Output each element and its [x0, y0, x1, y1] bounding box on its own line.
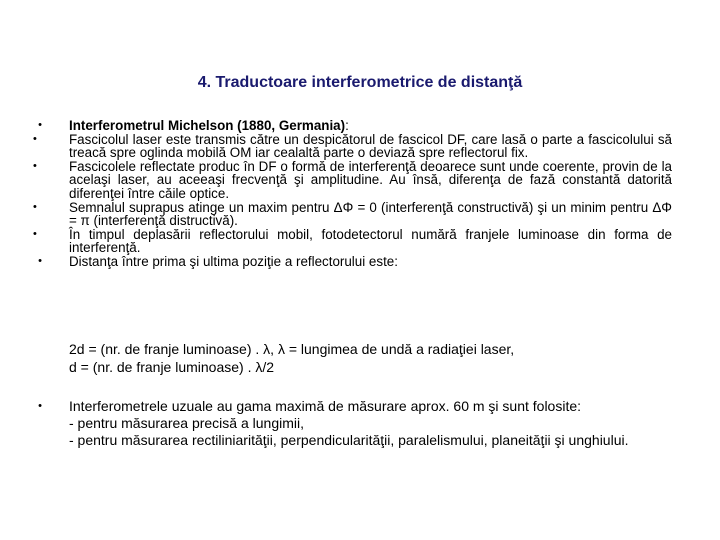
bullet-text: Semnalul suprapus atinge un maxim pentru ΔΦ = 0 (interferenţă constructivă) şi un minim pentru ΔΦ = π (interferenţă distructivă). [69, 199, 672, 229]
bullet-text: Distanţa între prima şi ultima poziţie a reflectorului este: [69, 253, 398, 269]
list-item [33, 131, 672, 161]
bullet-icon: • [33, 159, 37, 172]
usage-line: - pentru măsurarea rectiliniarităţii, perpendicularităţii, paralelismului, planeităţii şi unghiului. [69, 432, 629, 448]
michelson-colon: : [345, 118, 349, 133]
bullet-text: Fascicolul laser este transmis către un despicătorul de fascicol DF, care lasă o parte a fascicolului să treacă spre oglinda mobilă OM iar cealaltă parte o deviază spre reflectorul fix. [69, 131, 672, 161]
formula-line: 2d = (nr. de franje luminoase) . λ, λ = lungimea de undă a radiaţiei laser, [69, 341, 515, 357]
list-item [40, 119, 672, 133]
distance-formula [69, 340, 669, 376]
list-item [33, 226, 672, 256]
bullet-icon: • [38, 119, 42, 131]
list-item [40, 255, 672, 269]
bullet-text: În timpul deplasării reflectorului mobil, fotodetectorul numără franjele luminoase din forma de interferenţă. [69, 226, 672, 256]
bullet-icon: • [33, 132, 37, 145]
page-title: 4. Traductoare interferometrice de distanţă [197, 74, 523, 91]
michelson-heading: Interferometrul Michelson (1880, Germania) [69, 118, 346, 133]
usage-intro: Interferometrele uzuale au gama maximă de măsurare aprox. 60 m şi sunt folosite: [69, 398, 582, 414]
list-item [33, 158, 672, 201]
bullet-icon: • [38, 254, 42, 267]
bullet-icon: • [33, 227, 37, 240]
usage-bullet [40, 398, 672, 449]
bullet-list [33, 118, 672, 269]
bullet-icon: • [33, 200, 37, 213]
usage-line: - pentru măsurarea precisă a lungimii, [69, 415, 304, 431]
list-item [40, 398, 672, 449]
list-item [33, 199, 672, 229]
bullet-text: Fascicolele reflectate produc în DF o formă de interferenţă deoarece sunt unde coerente, provin de la acelaşi laser, au aceeaşi frecvenţă şi amplitudine. Au însă, diferenţa de fază constantă datorită diferenţei între căile optice. [69, 158, 672, 201]
formula-line: d = (nr. de franje luminoase) . λ/2 [69, 359, 275, 375]
bullet-icon: • [38, 400, 42, 412]
